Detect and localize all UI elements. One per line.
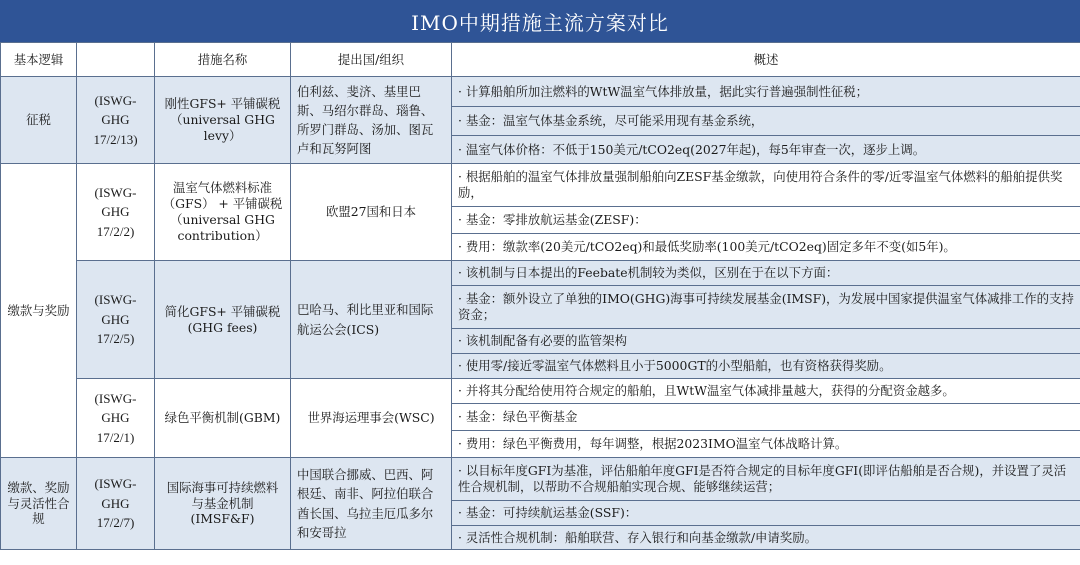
logic-cell: 缴款、奖励与灵活性合规: [1, 458, 77, 550]
summary-item: · 该机制配备有必要的监管架构: [452, 329, 1080, 354]
measure-name-cell: 绿色平衡机制(GBM): [155, 379, 291, 458]
summary-item: · 以目标年度GFI为基准，评估船舶年度GFI是否符合规定的目标年度GFI(即评估船舶是否合规)，并设置了灵活性合规机制，以帮助不合规船舶实现合规、能够继续运营；: [452, 458, 1080, 501]
measure-name-cell: 刚性GFS+ 平铺碳税（universal GHG levy）: [155, 77, 291, 164]
measure-name-cell: 简化GFS+ 平铺碳税(GHG fees): [155, 261, 291, 379]
summary-item: · 费用：缴款率(20美元/tCO2eq)和最低奖励率(100美元/tCO2eq)固定多年不变(如5年)。: [452, 234, 1080, 261]
table-row: [1, 261, 1080, 286]
summary-item: · 基金：绿色平衡基金: [452, 404, 1080, 431]
header-measure-name: 措施名称: [155, 43, 291, 77]
header-summary: 概述: [452, 43, 1080, 77]
measure-name-cell: 国际海事可持续燃料与基金机制(IMSF&F): [155, 458, 291, 550]
proposer-cell: 巴哈马、利比里亚和国际航运公会(ICS): [291, 261, 452, 379]
summary-item: · 并将其分配给使用符合规定的船舶，且WtW温室气体减排量越大，获得的分配资金越多。: [452, 379, 1080, 404]
summary-item: · 费用：绿色平衡费用，每年调整，根据2023IMO温室气体战略计算。: [452, 431, 1080, 458]
header-logic: 基本逻辑: [1, 43, 77, 77]
document-ref-cell: (ISWG- GHG 17/2/2): [77, 164, 155, 261]
document-ref-cell: (ISWG- GHG 17/2/13): [77, 77, 155, 164]
table-title: IMO中期措施主流方案对比: [0, 0, 1080, 42]
table-row: [1, 458, 1080, 501]
table-row: [1, 164, 1080, 207]
summary-item: · 计算船舶所加注燃料的WtW温室气体排放量，据此实行普遍强制性征税；: [452, 77, 1080, 107]
proposer-cell: 世界海运理事会(WSC): [291, 379, 452, 458]
comparison-table: [0, 42, 1080, 550]
summary-item: · 根据船舶的温室气体排放量强制船舶向ZESF基金缴款，向使用符合条件的零/近零温室气体燃料的船舶提供奖励，: [452, 164, 1080, 207]
summary-item: · 基金：温室气体基金系统，尽可能采用现有基金系统，: [452, 107, 1080, 136]
logic-cell: 缴款与奖励: [1, 164, 77, 458]
logic-cell: 征税: [1, 77, 77, 164]
summary-item: · 基金：零排放航运基金(ZESF)：: [452, 207, 1080, 234]
document-ref-cell: (ISWG- GHG 17/2/1): [77, 379, 155, 458]
summary-item: · 基金：额外设立了单独的IMO(GHG)海事可持续发展基金(IMSF)，为发展中国家提供温室气体减排工作的支持资金；: [452, 286, 1080, 329]
header-row: [1, 43, 1080, 77]
summary-item: · 灵活性合规机制：船舶联营、存入银行和向基金缴款/申请奖励。: [452, 526, 1080, 550]
proposer-cell: 伯利兹、斐济、基里巴斯、马绍尔群岛、瑙鲁、所罗门群岛、汤加、图瓦卢和瓦努阿图: [291, 77, 452, 164]
proposer-cell: 中国联合挪威、巴西、阿根廷、南非、阿拉伯联合酋长国、乌拉圭厄瓜多尔和安哥拉: [291, 458, 452, 550]
summary-item: · 使用零/接近零温室气体燃料且小于5000GT的小型船舶，也有资格获得奖励。: [452, 354, 1080, 379]
document-ref-cell: (ISWG- GHG 17/2/5): [77, 261, 155, 379]
header-proposer: 提出国/组织: [291, 43, 452, 77]
summary-item: · 基金：可持续航运基金(SSF)：: [452, 501, 1080, 526]
summary-item: · 温室气体价格：不低于150美元/tCO2eq(2027年起)，每5年审查一次，逐步上调。: [452, 136, 1080, 164]
summary-item: · 该机制与日本提出的Feebate机制较为类似，区别在于在以下方面：: [452, 261, 1080, 286]
table-row: [1, 77, 1080, 107]
header-document: [77, 43, 155, 77]
table-row: [1, 379, 1080, 404]
document-ref-cell: (ISWG- GHG 17/2/7): [77, 458, 155, 550]
proposer-cell: 欧盟27国和日本: [291, 164, 452, 261]
measure-name-cell: 温室气体燃料标准（GFS） + 平铺碳税（universal GHG contribution）: [155, 164, 291, 261]
